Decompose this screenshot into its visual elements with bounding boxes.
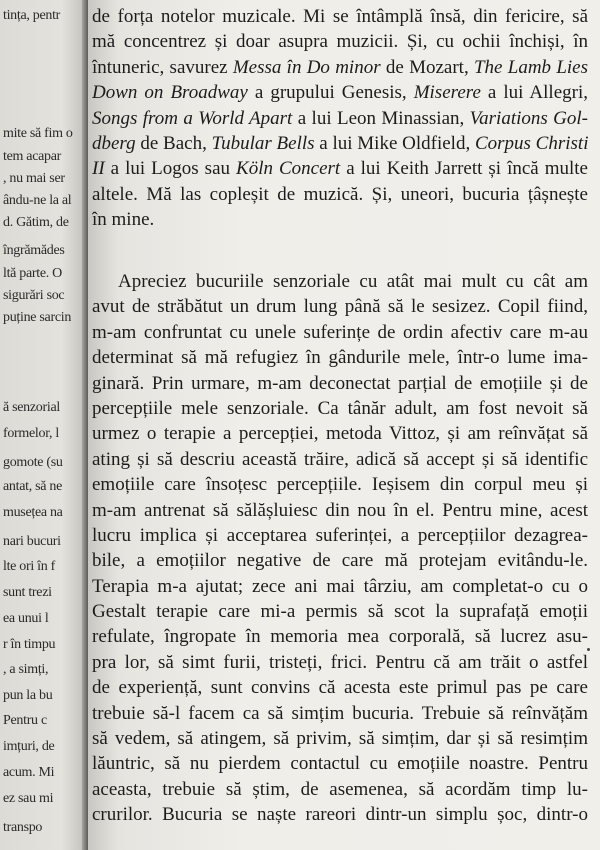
left-page-fragment: ea unui l xyxy=(3,611,49,626)
text-line: emoțiile care însoțesc percepțiile. Ieșisem din corpul meu și xyxy=(92,474,588,496)
left-page-fragment: r în timpu xyxy=(3,637,56,652)
left-page-fragment: sunt trezi xyxy=(3,585,52,600)
text-line: de experiență, sunt convins că acesta este primul pas pe care xyxy=(92,677,588,699)
text-line: Terapia m-a ajutat; zece ani mai târziu, am completat-o cu o xyxy=(92,575,588,597)
title-koln: Köln Concert xyxy=(236,158,341,180)
text-line: m-am confruntat cu unele suferințe de ordin afectiv care m-au xyxy=(92,321,588,343)
title-lamb: The Lamb Lies xyxy=(473,56,588,78)
text-line: întuneric, savurez Messa în Do minor de Mozart, The Lamb Lies xyxy=(92,56,588,78)
text-line: m-am antrenat să sălășluiesc din nou în el. Pentru mine, acest xyxy=(92,499,588,521)
text-line: trebuie să-l facem ca să simțim bucuria. Trebuie să reînvățăm xyxy=(92,702,588,724)
text-line: ating și să descriu această trăire, adică să accept și să identific xyxy=(92,448,588,470)
text-line: în mine. xyxy=(92,209,155,231)
text-line: Gestalt terapie care mi-a permis să scot la suprafață emoții xyxy=(92,601,588,623)
text-line: Songs from a World Apart a lui Leon Minassian, Variations Gol- xyxy=(92,107,588,129)
left-page-fragment: lte ori în f xyxy=(3,559,55,574)
left-page-fragment: d. Gătim, de xyxy=(3,215,69,230)
title-miserere: Miserere xyxy=(413,82,481,104)
left-page-fragment: îngrămădes xyxy=(3,243,65,258)
text-line: urmez o terapie a percepției, metoda Vittoz, și am reînvățat să xyxy=(92,423,588,445)
left-page-fragment: , a simți, xyxy=(3,662,49,677)
text-line: avut de străbătut un drum lung până să le sesizez. Copil fiind, xyxy=(92,296,588,318)
left-page-fragment: acum. Mi xyxy=(3,765,55,780)
speck xyxy=(587,648,590,651)
text-line: crurilor. Bucuria se naște rareori dintr-un simplu șoc, dintr-o xyxy=(92,804,588,826)
text-line: dberg de Bach, Tubular Bells a lui Mike Oldfield, Corpus Christi xyxy=(92,132,588,154)
text-line: mă concentrez și doar asupra muzicii. Și, cu ochii închiși, în xyxy=(92,31,588,53)
left-page-fragment: formelor, l xyxy=(3,426,60,441)
text-line: pra lor, să simt furii, tristeți, frici. Pentru că am trăit o astfel xyxy=(92,651,588,673)
left-page-fragment: pun la bu xyxy=(3,688,53,703)
left-page-fragment: ez sau mi xyxy=(3,791,54,806)
left-page-fragment: puține sarcin xyxy=(3,310,72,325)
title-messa: Messa în Do minor xyxy=(232,56,381,78)
left-page-fragment: ându-ne la al xyxy=(3,193,72,208)
text-line: refulate, îngropate în memoria mea corporală, să lucrez asu- xyxy=(92,626,588,648)
paragraph-1 xyxy=(92,4,588,233)
left-page-fragment: tem acapar xyxy=(3,149,62,164)
text-line: de forța notelor muzicale. Mi se întâmplă însă, din fericire, să xyxy=(92,6,588,27)
left-page-edge xyxy=(0,0,88,850)
text-line: altele. Mă las copleșit de muzică. Și, uneori, bucuria țâșnește xyxy=(92,183,588,205)
left-page-fragment: mite să fim o xyxy=(3,126,73,141)
left-page-fragment: ă senzorial xyxy=(3,400,60,415)
left-page-fragment: musețea na xyxy=(3,505,63,520)
right-page xyxy=(88,0,600,850)
left-page-fragment: ltă parte. O xyxy=(3,266,62,281)
text-line: Apreciez bucuriile senzoriale cu atât mai mult cu cât am xyxy=(118,271,588,292)
text-line: lăuntric, să nu pierdem contactul cu emoțiile noastre. Pentru xyxy=(92,753,588,775)
title-variations: Variations Gol- xyxy=(469,107,588,129)
text-line: bile, a emoțiilor negative de care mă protejam evitându-le. xyxy=(92,550,588,572)
text-line: percepțiile mele senzoriale. Ca tânăr adult, am fost nevoit să xyxy=(92,397,588,419)
paragraph-2 xyxy=(92,269,588,828)
left-page-fragment: sigurări soc xyxy=(3,288,65,303)
text-line: Down on Broadway a grupului Genesis, Miserere a lui Allegri, xyxy=(92,82,588,104)
text-line: lucru implica și acceptarea suferinței, a percepțiilor dezagrea- xyxy=(92,524,588,546)
left-page-fragment: nari bucuri xyxy=(3,534,61,549)
title-broadway: Down on Broadway xyxy=(92,82,248,104)
left-page-fragment: antat, să ne xyxy=(3,479,62,494)
left-page-fragment: tința, pentr xyxy=(3,8,61,23)
bleed-through xyxy=(468,210,568,244)
text-line: ginară. Prin urmare, m-am deconectat parțial de emoțiile și de xyxy=(92,372,588,394)
title-corpus: Corpus Christi xyxy=(474,132,588,154)
title-songs: Songs from a World Apart xyxy=(92,107,293,129)
text-line: determinat să mă refugiez în gândurile mele, într-o lume ima- xyxy=(92,347,588,369)
left-page-fragment: transpo xyxy=(3,820,43,835)
title-tubular: Tubular Bells xyxy=(211,132,315,154)
left-page-fragment: Pentru c xyxy=(3,713,47,728)
title-dberg: dberg xyxy=(92,132,136,154)
text-line: II a lui Logos sau Köln Concert a lui Keith Jarrett și încă multe xyxy=(92,158,588,180)
left-page-fragment: , nu mai ser xyxy=(3,171,65,186)
text-line: aceasta, trebuie să știm, de asemenea, să acordăm timp lu- xyxy=(92,778,588,800)
left-page-fragment: gomote (su xyxy=(3,455,63,470)
title-corpus-ii: II xyxy=(92,158,105,180)
left-page-fragment: imțuri, de xyxy=(3,739,55,754)
text-line: să vedem, să atingem, să privim, să simțim, dar și să resimțim xyxy=(92,728,588,750)
